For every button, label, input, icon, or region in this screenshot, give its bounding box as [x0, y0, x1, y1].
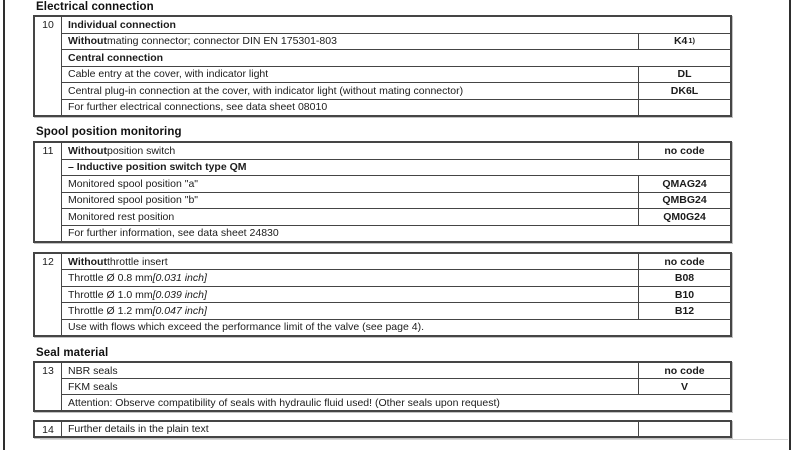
table-row: [62, 143, 730, 160]
code-cell: [638, 379, 730, 394]
code-cell: [638, 67, 730, 83]
description-cell: [62, 160, 730, 176]
code-cell: [638, 209, 730, 225]
description-text: NBR seals: [68, 364, 118, 377]
description-cell: [62, 17, 730, 33]
table-row: [62, 303, 730, 319]
description-cell: [62, 83, 638, 99]
row-number: 12: [42, 256, 54, 268]
table-row: [62, 270, 730, 286]
description-text: mating connector; connector DIN EN 175301-803: [106, 35, 337, 48]
section: [33, 420, 733, 438]
code-cell: [638, 83, 730, 99]
code-text: B10: [674, 288, 695, 301]
section: [33, 252, 733, 337]
row-number: 13: [42, 365, 54, 377]
table-rows: [62, 254, 730, 335]
code-text: K4: [673, 35, 688, 48]
description-text: Attention: Observe compatibility of seals with hydraulic fluid used! (Other seals upon request): [68, 396, 500, 409]
code-text: no code: [664, 255, 705, 268]
description-cell: [62, 422, 638, 436]
description-text: Central plug-in connection at the cover, with indicator light (without mating connector): [68, 84, 464, 97]
description-cell: [62, 363, 638, 378]
description-cell: [62, 67, 638, 83]
description-text: FKM seals: [68, 380, 118, 393]
table-row: [62, 100, 730, 116]
description-text: Further details in the plain text: [68, 423, 209, 435]
description-cell: [62, 395, 730, 410]
description-text: Individual connection: [68, 18, 176, 31]
ordering-table: [33, 141, 732, 243]
description-cell: [62, 287, 638, 302]
table-row: [62, 379, 730, 395]
description-text: Monitored spool position "b": [68, 194, 199, 207]
page-border-right: [789, 0, 791, 450]
description-cell: [62, 270, 638, 285]
table-rows: [62, 363, 730, 410]
section: [33, 347, 733, 412]
description-cell: [62, 254, 638, 269]
description-text: [0.047 inch]: [152, 304, 207, 317]
description-text: position switch: [106, 144, 176, 157]
code-text: DL: [677, 68, 692, 81]
table-row: [62, 320, 730, 335]
section-heading: Seal material: [36, 347, 109, 359]
table-row: [62, 67, 730, 84]
description-text: For further electrical connections, see data sheet 08010: [68, 101, 328, 114]
row-number-cell: [35, 363, 62, 410]
table-row: [62, 226, 730, 242]
table-rows: [62, 17, 730, 115]
row-number-cell: [35, 143, 62, 241]
code-text: B12: [674, 304, 695, 317]
description-cell: [62, 34, 638, 50]
description-cell: [62, 379, 638, 394]
section: [33, 126, 733, 243]
code-cell: K4 1): [638, 34, 730, 50]
table-row: [62, 83, 730, 100]
section-heading: Spool position monitoring: [36, 126, 182, 138]
row-number: 11: [42, 145, 54, 157]
code-text: QMBG24: [662, 194, 707, 207]
content: [33, 0, 733, 438]
row-number-cell: [35, 17, 62, 115]
table-row: [62, 34, 730, 51]
code-text: QMAG24: [662, 177, 707, 190]
description-cell: [62, 193, 638, 209]
table-row: [62, 17, 730, 34]
table-row: [62, 176, 730, 193]
description-cell: [62, 176, 638, 192]
description-text: Throttle Ø 1.0 mm: [68, 288, 153, 301]
description-text: throttle insert: [106, 255, 168, 268]
section: [33, 1, 733, 117]
description-text: Monitored spool position "a": [68, 177, 199, 190]
description-text: Throttle Ø 0.8 mm: [68, 272, 153, 285]
code-cell: [638, 176, 730, 192]
description-cell: [62, 226, 730, 242]
page-bottom-hairline: [40, 439, 788, 440]
ordering-table: [33, 252, 732, 337]
table-row: [62, 160, 730, 177]
code-text: B08: [674, 272, 695, 285]
table-row: [62, 363, 730, 379]
row-number: 14: [42, 424, 54, 436]
page-border-left: [3, 0, 5, 450]
code-cell: [638, 193, 730, 209]
row-number-cell: [35, 422, 62, 436]
code-cell: [638, 363, 730, 378]
description-text: Without: [68, 255, 107, 268]
ordering-table: [33, 361, 732, 412]
description-text: Without: [68, 144, 107, 157]
description-text: Use with flows which exceed the performance limit of the valve (see page 4).: [68, 321, 425, 334]
table-row: [62, 209, 730, 226]
section-heading: Electrical connection: [36, 1, 154, 13]
ordering-table: [33, 15, 732, 117]
code-text: DK6L: [670, 84, 699, 97]
code-cell: [638, 287, 730, 302]
table-row: [62, 395, 730, 410]
row-number-cell: [35, 254, 62, 335]
description-cell: [62, 143, 638, 159]
code-cell: [638, 100, 730, 116]
description-text: Central connection: [68, 51, 164, 64]
code-cell: [638, 303, 730, 318]
description-text: For further information, see data sheet 24830: [68, 227, 279, 240]
code-cell: [638, 254, 730, 269]
description-text: Monitored rest position: [68, 210, 175, 223]
code-cell: [638, 422, 730, 436]
table-rows: [62, 422, 730, 436]
table-row: [62, 50, 730, 67]
row-number: 10: [42, 19, 54, 31]
description-text: [0.039 inch]: [152, 288, 207, 301]
description-text: Without: [68, 35, 107, 48]
table-rows: [62, 143, 730, 241]
code-cell: [638, 143, 730, 159]
description-cell: [62, 209, 638, 225]
description-cell: [62, 320, 730, 335]
table-row: [62, 254, 730, 270]
description-cell: [62, 50, 730, 66]
description-cell: [62, 303, 638, 318]
description-text: [0.031 inch]: [152, 272, 207, 285]
code-text: V: [680, 380, 688, 393]
table-row: [62, 193, 730, 210]
table-row: [62, 422, 730, 436]
description-text: Cable entry at the cover, with indicator light: [68, 68, 269, 81]
description-text: – Inductive position switch type QM: [68, 161, 247, 174]
description-text: Throttle Ø 1.2 mm: [68, 304, 153, 317]
table-row: [62, 287, 730, 303]
code-text: no code: [664, 364, 705, 377]
code-cell: [638, 270, 730, 285]
description-cell: [62, 100, 638, 116]
code-text: QM0G24: [663, 210, 706, 223]
code-text: no code: [664, 144, 705, 157]
ordering-table: [33, 420, 732, 438]
